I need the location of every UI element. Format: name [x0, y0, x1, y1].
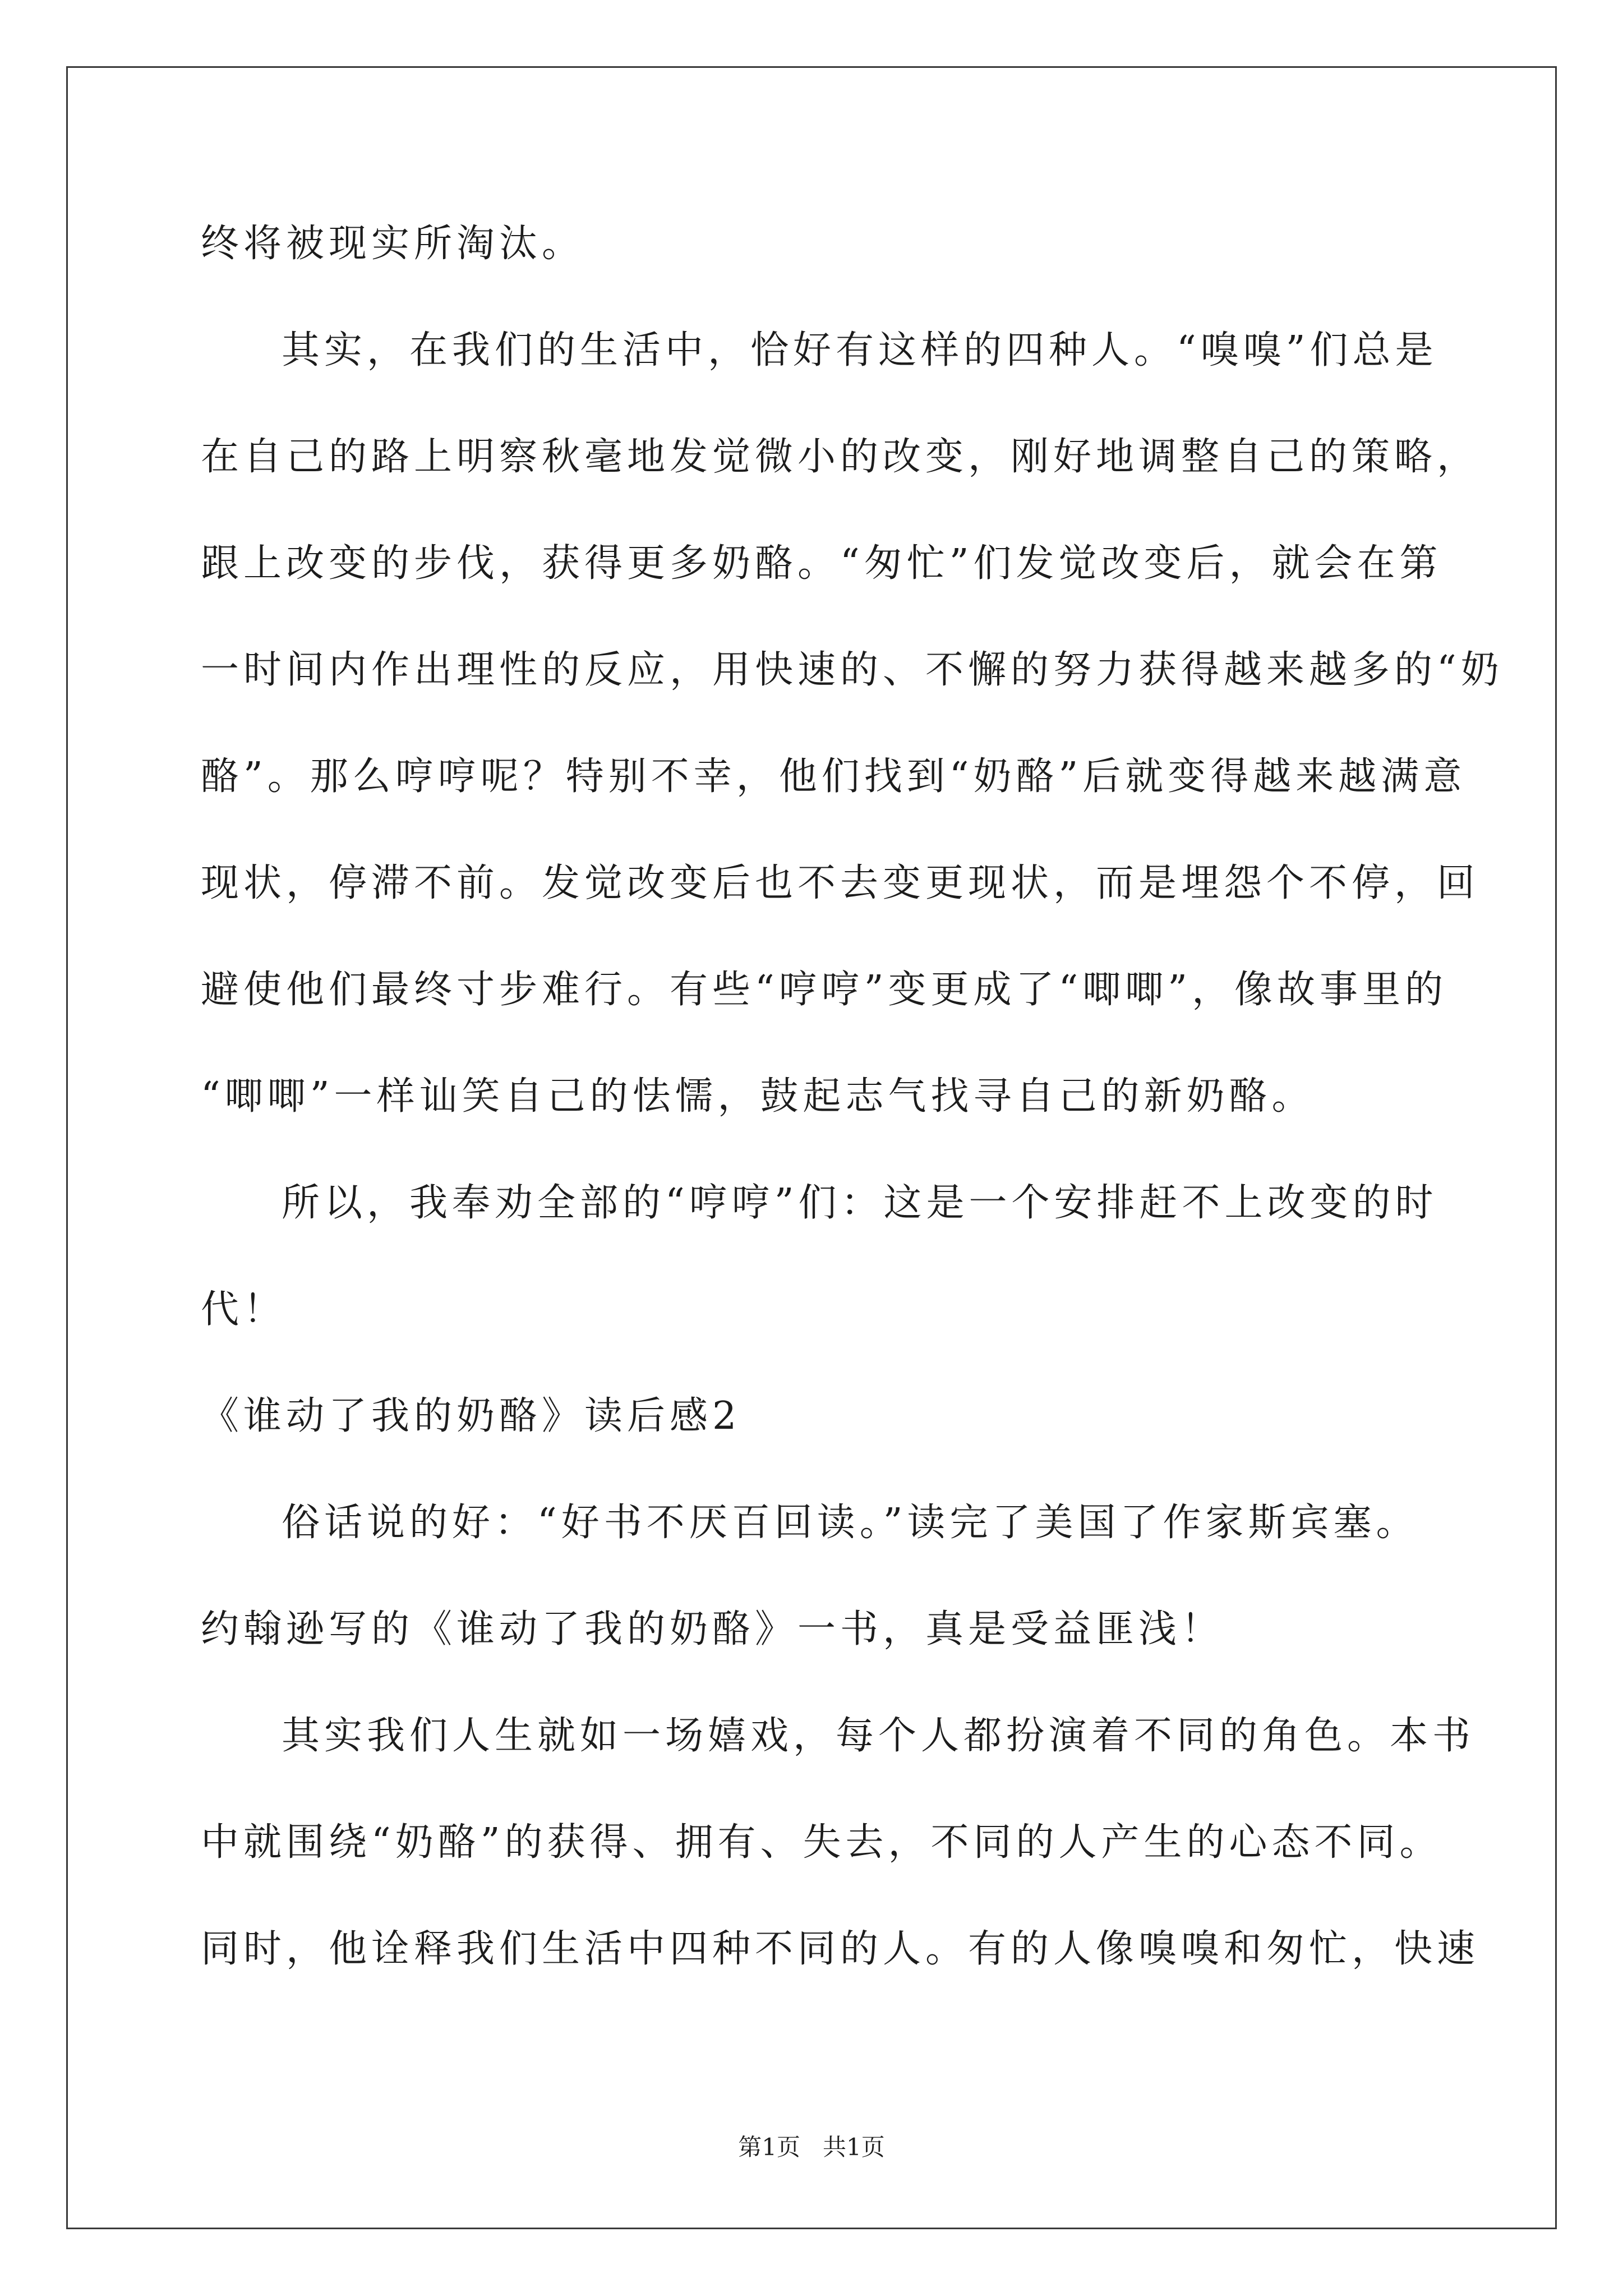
text-line: 中就围绕“奶酪”的获得、拥有、失去，不同的人产生的心态不同。	[201, 1820, 1442, 1865]
page-footer: 第1页 共1页	[738, 2133, 885, 2161]
text-line: 同时，他诠释我们生活中四种不同的人。有的人像嗅嗅和匆忙，快速	[201, 1927, 1480, 1971]
text-line: 在自己的路上明察秋毫地发觉微小的改变，刚好地调整自己的策略，	[201, 435, 1480, 479]
text-line: 终将被现实所淘汰。	[201, 222, 585, 266]
text-line: 现状，停滞不前。发觉改变后也不去变更现状，而是埋怨个不停，回	[201, 861, 1480, 905]
text-line: 其实我们人生就如一场嬉戏，每个人都扮演着不同的角色。本书	[282, 1714, 1476, 1758]
section-heading: 《谁动了我的奶酪》读后感2	[201, 1394, 741, 1438]
text-line: “唧唧”一样讪笑自己的怯懦，鼓起志气找寻自己的新奶酪。	[201, 1074, 1315, 1119]
text-line: 酪”。那么哼哼呢？特别不幸，他们找到“奶酪”后就变得越来越满意	[201, 754, 1467, 799]
text-line: 俗话说的好：“好书不厌百回读。”读完了美国了作家斯宾塞。	[282, 1501, 1419, 1545]
text-line: 所以，我奉劝全部的“哼哼”们：这是一个安排赶不上改变的时	[282, 1181, 1438, 1225]
text-line: 一时间内作出理性的反应，用快速的、不懈的努力获得越来越多的“奶	[201, 648, 1504, 692]
text-line: 避使他们最终寸步难行。有些“哼哼”变更成了“唧唧”，像故事里的	[201, 968, 1448, 1012]
text-line: 跟上改变的步伐，获得更多奶酪。“匆忙”们发觉改变后，就会在第	[201, 541, 1442, 586]
text-line: 约翰逊写的《谁动了我的奶酪》一书，真是受益匪浅！	[201, 1607, 1224, 1651]
text-line: 代！	[201, 1287, 287, 1332]
text-line: 其实，在我们的生活中，恰好有这样的四种人。“嗅嗅”们总是	[282, 328, 1438, 372]
document-body	[201, 191, 1504, 2003]
